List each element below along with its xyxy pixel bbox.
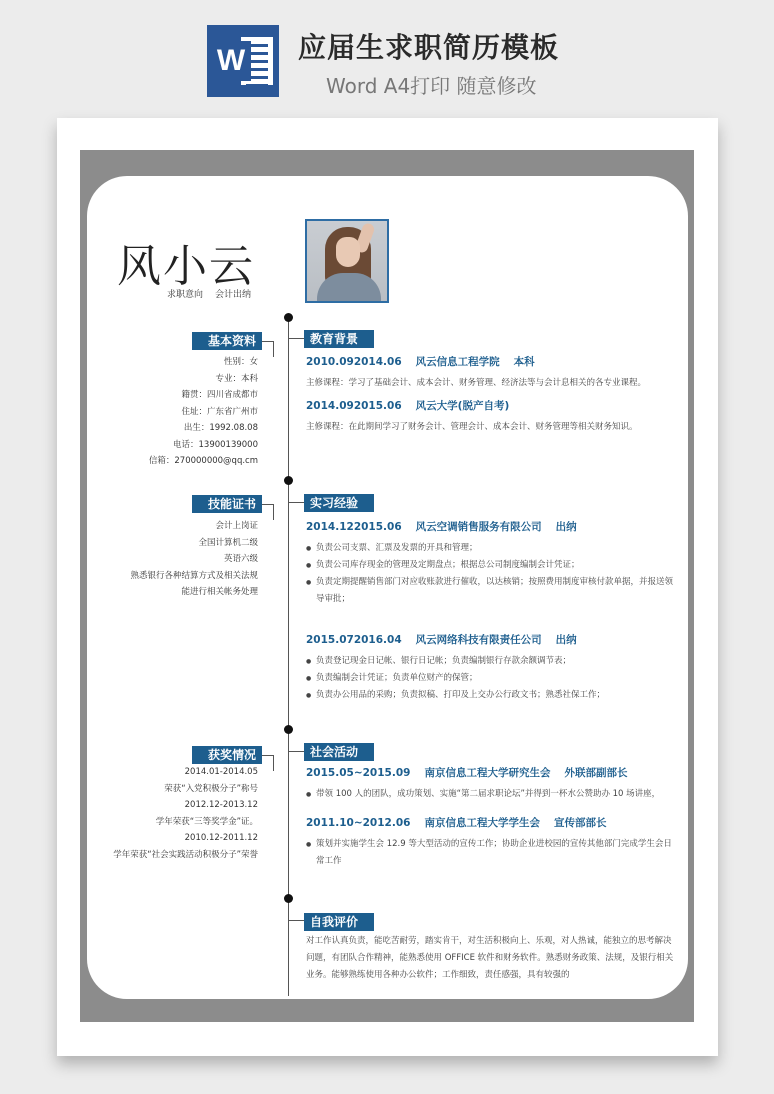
section-title-awards: 获奖情况 — [192, 746, 262, 764]
job-intent-value: 会计出纳 — [215, 290, 252, 300]
resume-card — [87, 176, 688, 999]
section-title-social: 社会活动 — [304, 743, 374, 761]
section-title-skills: 技能证书 — [192, 495, 262, 513]
internship-section: 2014.122015.06 风云空调销售服务有限公司 出纳 ● 负责公司支票、汇票及发票的开具和管理； ● 负责公司库存现金的管理及定期盘点；根据总公司制度编制会计凭证； ● 负责定期提醒销售部门对应收账款进行催收，以达核销；按照费用制度审核付款单据，并报送领导审批； 2015.072016.04 风云网络科技有限责任公司 出纳 ● 负责登记现金日记帐、银行日记帐；负责编制银行存款余额调节表； ● 负责编制会计凭证；负责单位财产的保管； ● 负责办公用品的采购；负责拟稿、打印及上交办公行政文书；熟悉社保工作； — [306, 519, 676, 704]
section-title-education: 教育背景 — [304, 330, 374, 348]
awards-list: 2014.01-2014.05 荣获“入党积极分子”称号 2012.12-2013.12 学年荣获“三等奖学金”证。 2010.12-2011.12 学年荣获“社会实践活动积极分子”荣誉 — [113, 767, 258, 860]
section-title-internship: 实习经验 — [304, 494, 374, 512]
profile-photo — [305, 219, 389, 303]
section-title-self-eval: 自我评价 — [304, 913, 374, 931]
banner — [0, 0, 774, 115]
education-section: 2010.092014.06 风云信息工程学院 本科 主修课程：学习了基础会计、成本会计、财务管理、经济法等与会计息相关的各专业课程。 2014.092015.06 风云大学(脱产自考) 主修课程：在此期间学习了财务会计、管理会计、成本会计、财务管理等相关财务知识。 — [306, 356, 647, 432]
self-eval-section: 对工作认真负责，能吃苦耐劳，踏实肯干，对生活积极向上、乐观，对人热诚，能独立的思考解决问题，有团队合作精神，能熟悉使用 OFFICE 软件和财务软件。熟悉财务政策、法规，及银行相关业务。能够熟练使用各种办公软件；工作细致，责任感强，具有较强的 — [306, 936, 674, 980]
banner-title: 应届生求职简历模板 — [298, 31, 560, 64]
banner-subtitle: Word A4打印 随意修改 — [326, 74, 537, 98]
basic-info-list: 性别：女 专业：本科 籍贯：四川省成都市 住址：广东省广州市 出生：1992.08.08 电话：13900139000 信箱：270000000@qq.cm — [148, 357, 258, 466]
resume-frame — [80, 150, 694, 1022]
social-section: 2015.05~2015.09 南京信息工程大学研究生会 外联部副部长 ● 带领 100 人的团队，成功策划、实施“第二届求职论坛”并得到一杯水公赞助办 10 场讲座， 2011.10~2012.06 南京信息工程大学学生会 宣传部部长 ● 策划并实施学生会 12.9 等大型活动的宣传工作；协助企业进校园的宣传其他部门完成学生会日常工作 — [306, 765, 676, 870]
word-icon: W — [207, 25, 279, 97]
section-title-basic: 基本资料 — [192, 332, 262, 350]
job-intent-label: 求职意向 — [167, 290, 204, 300]
candidate-name: 风小云 — [117, 241, 255, 292]
resume-page — [57, 118, 718, 1056]
job-intent — [167, 287, 251, 300]
skills-list: 会计上岗证 全国计算机二级 英语六级 熟悉银行各种结算方式及相关法规 能进行相关帐务处理 — [130, 521, 258, 597]
